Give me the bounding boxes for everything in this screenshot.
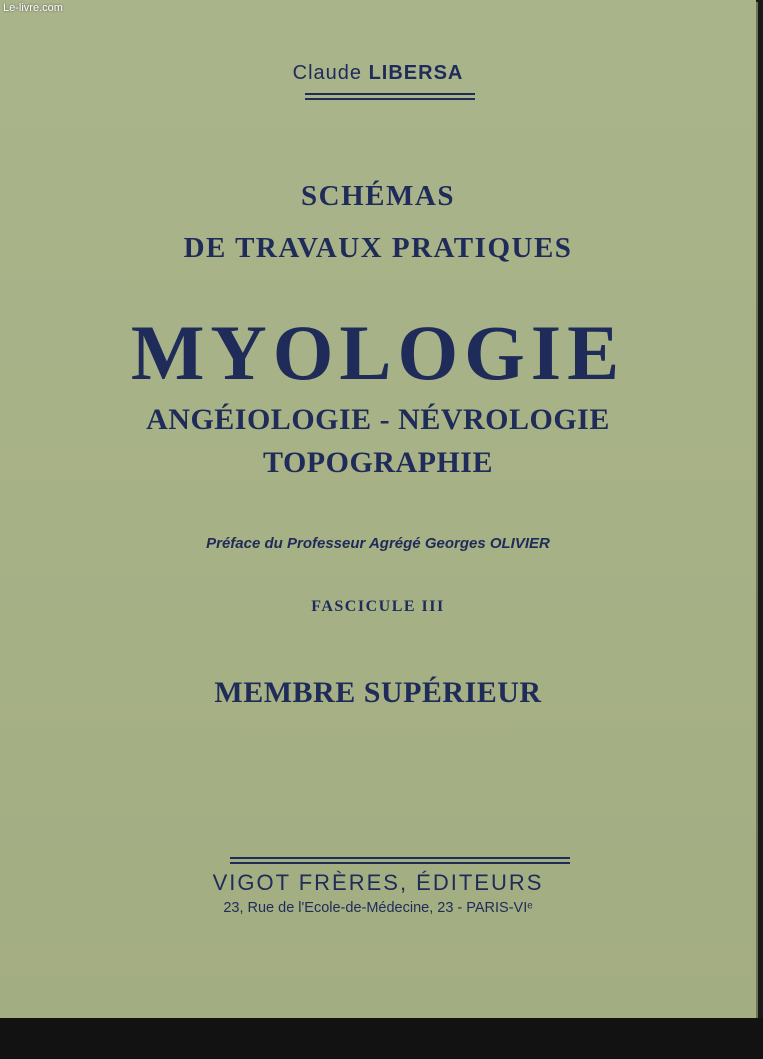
fascicule-number: FASCICULE III [311,598,445,615]
subtitle-line1: ANGÉIOLOGIE - NÉVROLOGIE [146,403,610,436]
publisher-rule-bottom [230,862,570,864]
author-first-name: Claude [292,62,363,84]
series-title-line2: DE TRAVAUX PRATIQUES [183,232,573,264]
series-title-line1: SCHÉMAS [301,180,455,212]
author-name [0,62,756,85]
main-title: MYOLOGIE [130,309,626,396]
watermark-text: Le-livre.com [3,2,63,14]
subtitle-line2: TOPOGRAPHIE [263,446,493,479]
publisher-rule-top [230,857,570,859]
background-surface [0,1018,763,1059]
author-underline-top [305,93,475,95]
publisher-name: VIGOT FRÈRES, ÉDITEURS [212,870,544,895]
section-title: MEMBRE SUPÉRIEUR [214,676,542,709]
author-underline-bottom [305,98,475,100]
author-surname: LIBERSA [368,62,464,84]
publisher-address: 23, Rue de l'Ecole-de-Médecine, 23 - PARIS-VIᵉ [223,900,533,916]
preface-credit: Préface du Professeur Agrégé Georges OLIVIER [206,535,550,552]
